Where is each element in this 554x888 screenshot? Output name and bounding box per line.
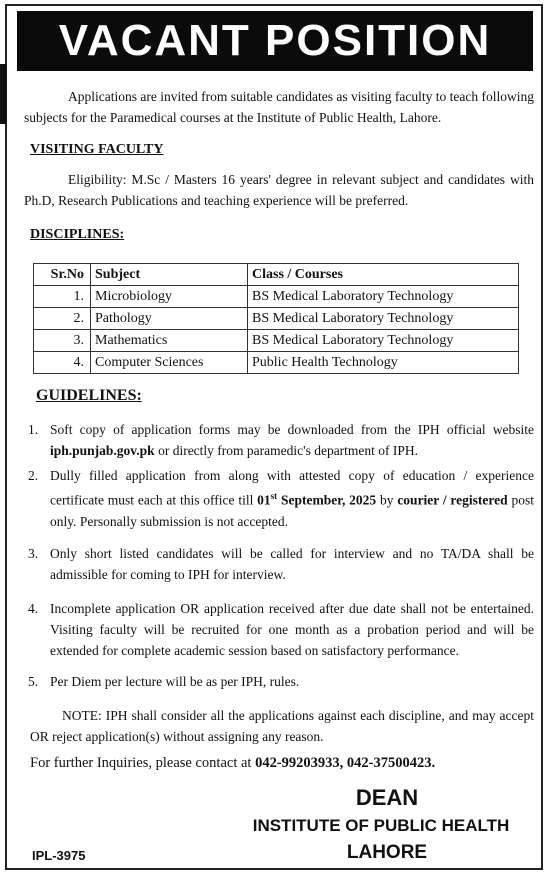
guideline-number: 3. [28,546,39,561]
sr-no-cell: 2. [34,308,91,330]
deadline-suffix: st [270,491,278,501]
intro-text: Applications are invited from suitable candidates as visiting faculty to teach following subjects for the Paramedical courses at the Institute of Public Health, Lahore. [24,89,535,125]
course-cell: BS Medical Laboratory Technology [248,330,519,352]
table-row [34,308,519,330]
table-row [34,330,519,352]
table-row [34,286,519,308]
deadline-day: 01 [257,492,271,508]
page-title: VACANT POSITION [58,16,492,65]
guideline-number: 1. [28,422,39,437]
guideline-item: 2. Dully filled application from along with attested copy of education / experience certificate must each at this office till 01st September, 2025 by courier / registered post only. Personally submission is not accepted. [28,465,534,532]
table-row [34,352,519,374]
column-header: Sr.No [34,264,91,286]
reference-code: IPL-3975 [32,848,86,863]
eligibility-text: Eligibility: M.Sc / Masters 16 years' degree in relevant subject and candidates with Ph.D, Research Publications and teaching experience will be preferred. [24,172,534,208]
subject-cell: Microbiology [91,286,248,308]
guidelines-heading: GUIDELINES: [36,387,142,404]
signature-title: DEAN [355,785,419,810]
contact-numbers: 042-99203933, 042-37500423. [255,755,436,771]
subject-cell: Computer Sciences [91,352,248,374]
guideline-item: 3. Only short listed candidates will be called for interview and no TA/DA shall be admissible for coming to IPH for interview. [28,543,534,585]
note-text: NOTE: IPH shall consider all the applications against each discipline, and may accept OR reject application(s) without assigning any reason. [30,708,534,744]
contact-line: For further Inquiries, please contact at 042-99203933, 042-37500423. [30,755,436,771]
margin-bar [0,64,7,124]
guideline-number: 4. [28,601,39,616]
course-cell: Public Health Technology [248,352,519,374]
header-banner [17,11,533,71]
signature-institute: INSTITUTE OF PUBLIC HEALTH [252,816,510,835]
sr-no-cell: 3. [34,330,91,352]
sr-no-cell: 1. [34,286,91,308]
disciplines-table [33,263,519,374]
guideline-number: 5. [28,674,39,689]
subject-cell: Pathology [91,308,248,330]
sr-no-cell: 4. [34,352,91,374]
guideline-number: 2. [28,468,39,483]
guideline-item: 4. Incomplete application OR application received after due date shall not be entertained. Visiting faculty will be recruited for one month as a probation period and will be extended for complete academic session based on satisfactory performance. [28,598,534,661]
disciplines-heading: DISCIPLINES: [30,227,125,242]
column-header: Class / Courses [248,264,519,286]
course-cell: BS Medical Laboratory Technology [248,308,519,330]
signature-city: LAHORE [346,842,428,863]
guideline-item: 1. Soft copy of application forms may be downloaded from the IPH official website iph.punjab.gov.pk or directly from paramedic's department of IPH. [28,419,534,461]
guideline-item: 5. Per Diem per lecture will be as per IPH, rules. [28,671,534,692]
subject-cell: Mathematics [91,330,248,352]
column-header: Subject [91,264,248,286]
visiting-faculty-heading: VISITING FACULTY [30,142,164,157]
delivery-method: courier / registered [397,492,508,508]
website-text: iph.punjab.gov.pk [50,443,155,458]
deadline-date: September, 2025 [277,492,377,508]
table-header-row [34,264,519,286]
course-cell: BS Medical Laboratory Technology [248,286,519,308]
